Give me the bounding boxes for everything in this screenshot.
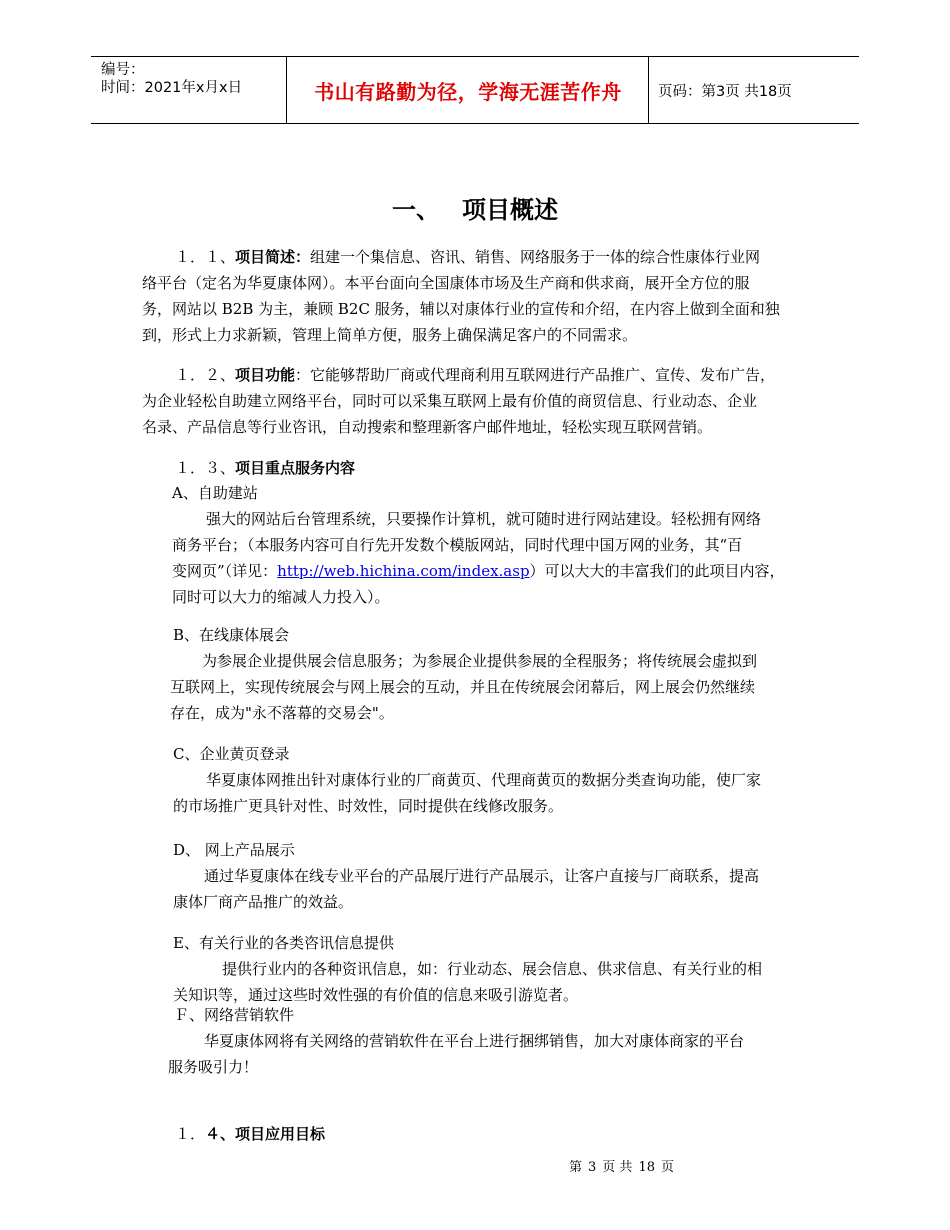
subsection-f bbox=[168, 1002, 744, 1080]
subsection-heading: E、有关行业的各类咨讯信息提供 bbox=[173, 934, 394, 952]
text-line: 到，形式上力求新颖，管理上简单方便，服务上确保满足客户的不同需求。 bbox=[142, 326, 638, 344]
text-line: 同时可以大力的缩减人力投入）。 bbox=[172, 588, 390, 606]
paragraph-lead: １．２、 bbox=[175, 366, 236, 384]
text-line: 为参展企业提供展会信息服务；为参展企业提供参展的全程服务；将传统展会虚拟到 bbox=[202, 652, 758, 670]
text-line: 变网页”（详见： bbox=[172, 562, 278, 580]
paragraph-lead: １．１、 bbox=[175, 248, 236, 266]
header-motto: 书山有路勤为径，学海无涯苦作舟 bbox=[314, 79, 622, 104]
text-line: 商务平台；（本服务内容可自行先开发数个模版网站，同时代理中国万网的业务，其“百 bbox=[172, 536, 743, 554]
section-title-number: 一、 bbox=[392, 196, 440, 224]
page-footer bbox=[569, 1156, 680, 1175]
footer-text: 页 共 bbox=[602, 1160, 633, 1175]
text-line: 提供行业内的各种资讯信息，如：行业动态、展会信息、供求信息、有关行业的相 bbox=[222, 960, 763, 978]
text-line: 关知识等，通过这些时效性强的有价值的信息来吸引游览者。 bbox=[173, 986, 579, 1004]
text-line: 互联网上，实现传统展会与网上展会的互动，并且在传统展会闭幕后，网上展会仍然继续 bbox=[170, 678, 756, 696]
subsection-a bbox=[172, 480, 785, 610]
header-page-info: 页码：第3页 共18页 bbox=[658, 83, 792, 100]
heading-1-3 bbox=[175, 455, 355, 481]
paragraph-label: 项目重点服务内容 bbox=[235, 459, 356, 477]
footer-total-pages: 18 bbox=[638, 1160, 655, 1175]
text-line: 强大的网站后台管理系统，只要操作计算机，就可随时进行网站建设。轻松拥有网络 bbox=[206, 510, 762, 528]
paragraph-1-1 bbox=[142, 244, 780, 348]
text-line: 络平台（定名为华夏康体网）。本平台面向全国康体市场及生产商和供求商，展开全方位的服 bbox=[142, 274, 750, 292]
text-line: 的市场推广更具针对性、时效性，同时提供在线修改服务。 bbox=[173, 797, 564, 815]
header-number-label: 编号： bbox=[101, 62, 145, 78]
subsection-d bbox=[173, 837, 759, 915]
header-time-label: 时间：2021年x月x日 bbox=[101, 80, 243, 96]
footer-text: 第 bbox=[569, 1160, 583, 1175]
subsection-heading: A、自助建站 bbox=[172, 484, 258, 502]
subsection-heading: Ｆ、网络营销软件 bbox=[174, 1006, 295, 1024]
subsection-heading: B、在线康体展会 bbox=[173, 626, 290, 644]
paragraph-label: 项目简述： bbox=[235, 248, 311, 266]
text-line: 康体厂商产品推广的效益。 bbox=[173, 893, 354, 911]
text-line: ）可以大大的丰富我们的此项目内容， bbox=[529, 562, 785, 580]
header-divider bbox=[648, 57, 649, 123]
section-title bbox=[0, 190, 950, 225]
page-header bbox=[91, 56, 859, 124]
footer-page-number: 3 bbox=[588, 1160, 597, 1175]
footer-text: 页 bbox=[660, 1160, 674, 1175]
text-line: 组建一个集信息、咨讯、销售、网络服务于一体的综合性康体行业网 bbox=[310, 248, 761, 266]
heading-1-4 bbox=[175, 1121, 325, 1147]
subsection-c bbox=[173, 741, 761, 819]
text-line: 务，网站以 B2B 为主，兼顾 B2C 服务，辅以对康体行业的宣传和介绍，在内容上做到全面和独 bbox=[142, 300, 780, 318]
subsection-heading: D、 网上产品展示 bbox=[173, 841, 295, 859]
paragraph-label: ４、项目应用目标 bbox=[205, 1125, 326, 1143]
text-line: 名录、产品信息等行业咨讯，自动搜索和整理新客户邮件地址，轻松实现互联网营销。 bbox=[142, 418, 713, 436]
text-line: 它能够帮助厂商或代理商利用互联网进行产品推广、宣传、发布广告， bbox=[310, 366, 776, 384]
subsection-b bbox=[170, 622, 757, 726]
paragraph-colon: ： bbox=[295, 366, 311, 384]
text-line: 通过华夏康体在线专业平台的产品展厅进行产品展示，让客户直接与厂商联系，提高 bbox=[204, 867, 760, 885]
subsection-e bbox=[173, 930, 762, 1008]
text-line: 存在，成为"永不落幕的交易会"。 bbox=[170, 704, 394, 722]
paragraph-label: 项目功能 bbox=[235, 366, 296, 384]
text-line: 华夏康体网推出针对康体行业的厂商黄页、代理商黄页的数据分类查询功能，使厂家 bbox=[206, 771, 762, 789]
section-title-text: 项目概述 bbox=[462, 196, 558, 224]
text-line: 华夏康体网将有关网络的营销软件在平台上进行捆绑销售，加大对康体商家的平台 bbox=[204, 1032, 745, 1050]
header-meta bbox=[101, 61, 242, 97]
paragraph-lead: １．３、 bbox=[175, 459, 236, 477]
paragraph-1-2 bbox=[142, 362, 775, 440]
paragraph-lead: １． bbox=[175, 1125, 206, 1143]
text-line: 服务吸引力！ bbox=[168, 1058, 259, 1076]
text-line: 为企业轻松自助建立网络平台，同时可以采集互联网上最有价值的商贸信息、行业动态、企业 bbox=[142, 392, 758, 410]
reference-link[interactable]: http://web.hichina.com/index.asp bbox=[277, 562, 530, 580]
subsection-heading: C、企业黄页登录 bbox=[173, 745, 290, 763]
